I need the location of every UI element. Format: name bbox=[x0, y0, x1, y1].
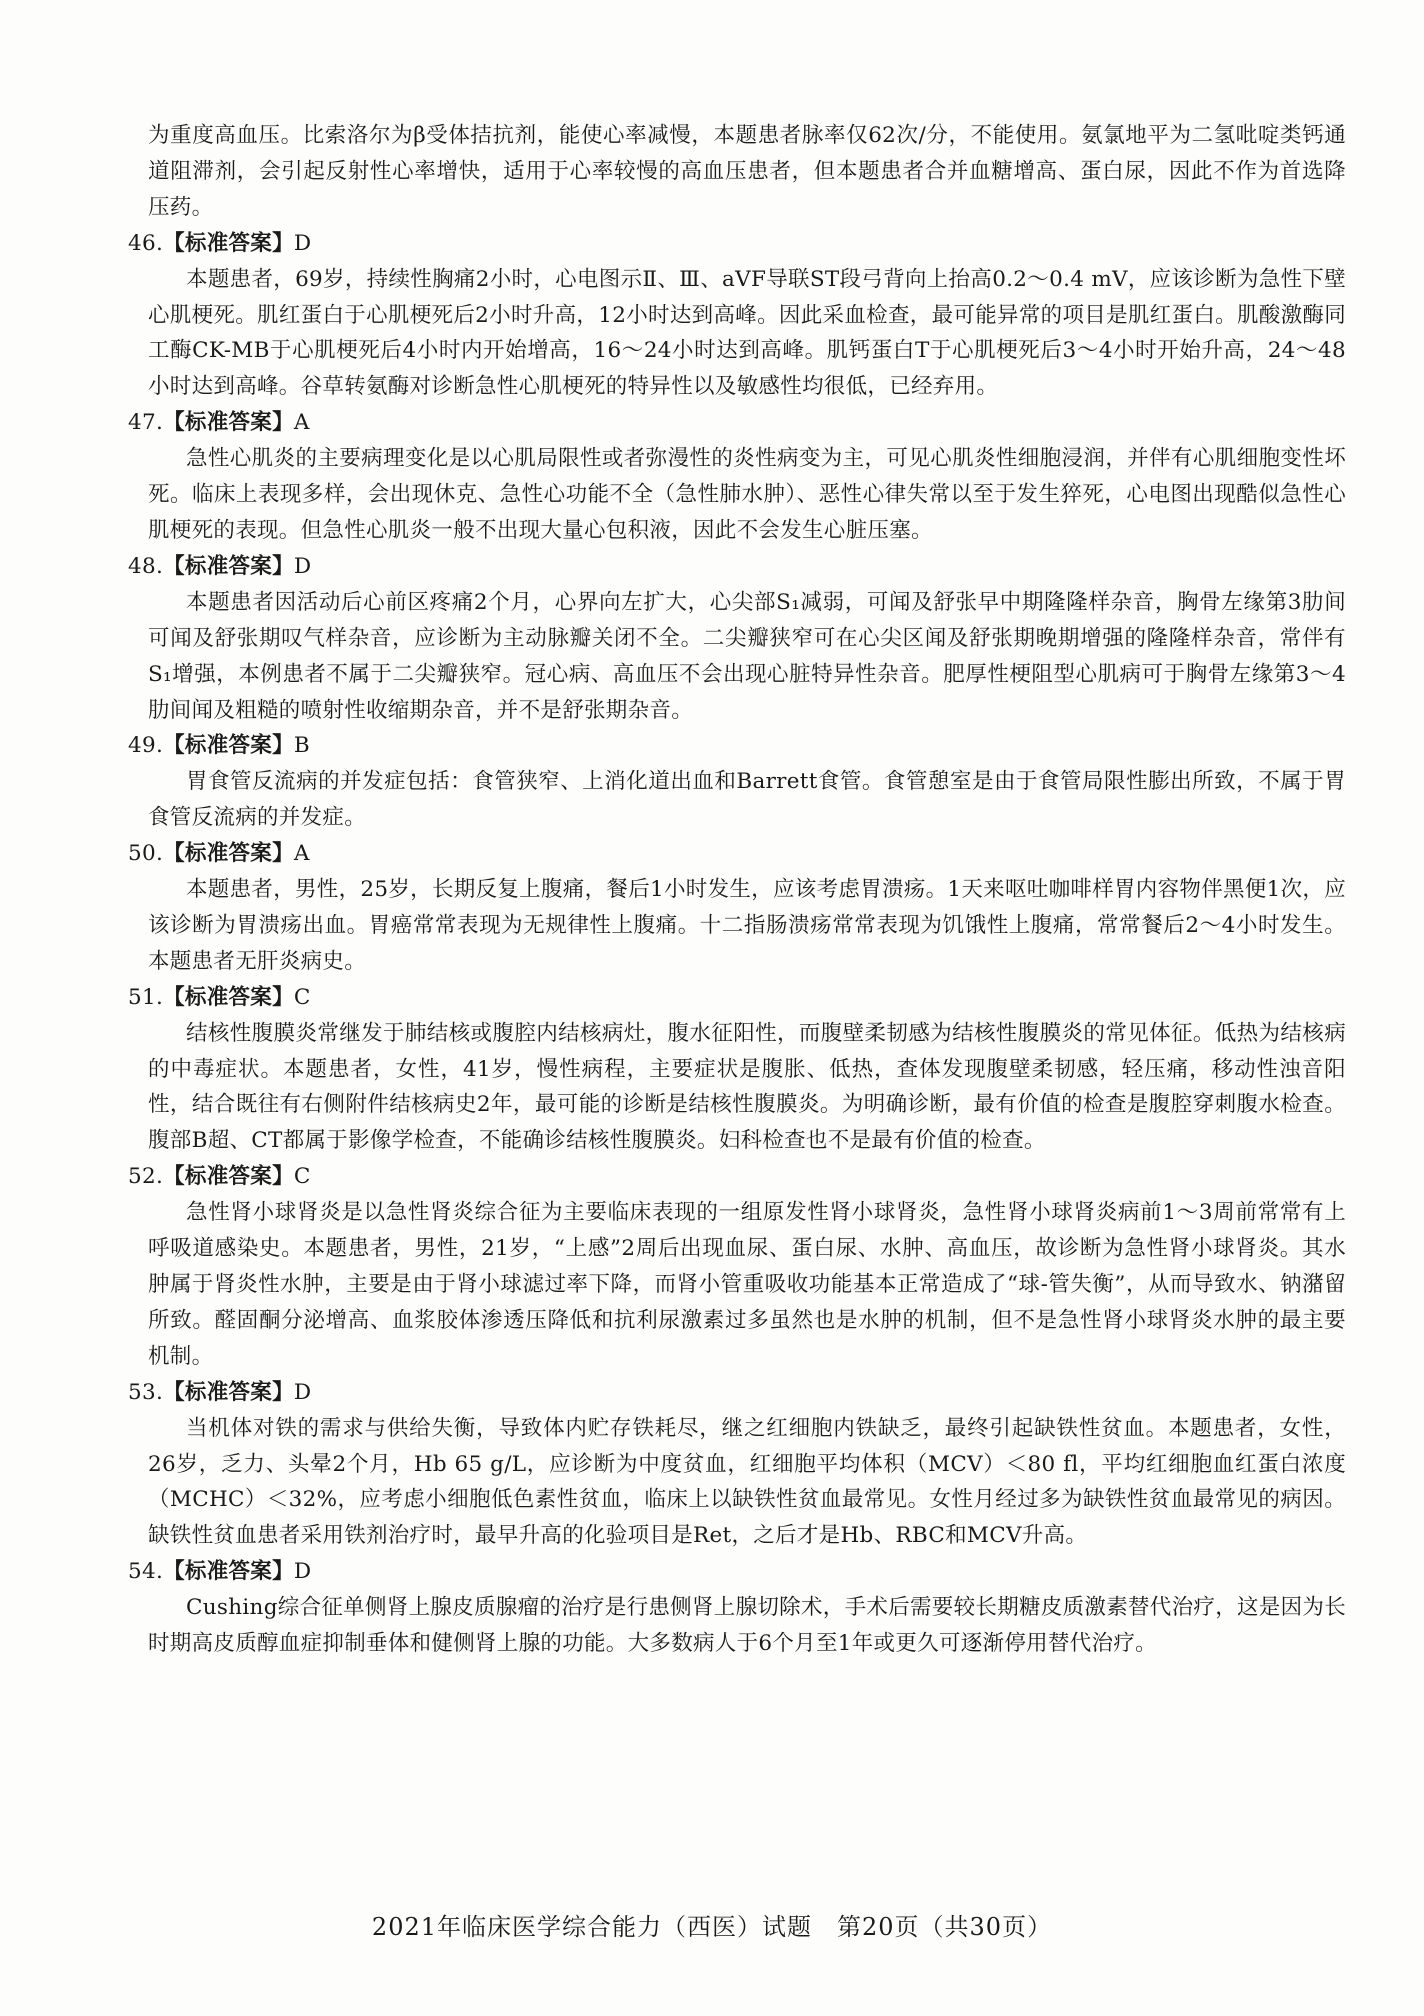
answer-tag: 【标准答案】 bbox=[163, 410, 294, 436]
answer-heading bbox=[128, 980, 1346, 1016]
answer-tag: 【标准答案】 bbox=[163, 553, 294, 579]
question-number: 48. bbox=[128, 553, 164, 579]
answer-letter: C bbox=[293, 1164, 311, 1190]
explanation-paragraph: 结核性腹膜炎常继发于肺结核或腹腔内结核病灶，腹水征阳性，而腹壁柔韧感为结核性腹膜炎的常见体征。低热为结核病的中毒症状。本题患者，女性，41岁，慢性病程，主要症状是腹胀、低热，查体发现腹壁柔韧感，轻压痛，移动性浊音阳性，结合既往有右侧附件结核病史2年，最可能的诊断是结核性腹膜炎。为明确诊断，最有价值的检查是腹腔穿刺腹水检查。腹部B超、CT都属于影像学检查，不能确诊结核性腹膜炎。妇科检查也不是最有价值的检查。 bbox=[148, 1020, 1346, 1154]
explanation-paragraph: 本题患者，69岁，持续性胸痛2小时，心电图示Ⅱ、Ⅲ、aVF导联ST段弓背向上抬高0.2～0.4 mV，应该诊断为急性下壁心肌梗死。肌红蛋白于心肌梗死后2小时升高，12小时达到高峰。因此采血检查，最可能异常的项目是肌红蛋白。肌酸激酶同工酶CK-MB于心肌梗死后4小时内开始增高，16～24小时达到高峰。肌钙蛋白T于心肌梗死后3～4小时开始升高，24～48小时达到高峰。谷草转氨酶对诊断急性心肌梗死的特异性以及敏感性均很低，已经弃用。 bbox=[148, 266, 1346, 400]
question-number: 54. bbox=[128, 1559, 164, 1585]
answer-heading bbox=[128, 1159, 1346, 1195]
intro-paragraph: 为重度高血压。比索洛尔为β受体拮抗剂，能使心率减慢，本题患者脉率仅62次/分，不能使用。氨氯地平为二氢吡啶类钙通道阻滞剂，会引起反射性心率增快，适用于心率较慢的高血压患者，但本题患者合并血糖增高、蛋白尿，因此不作为首选降压药。 bbox=[148, 123, 1346, 220]
explanation-paragraph: Cushing综合征单侧肾上腺皮质腺瘤的治疗是行患侧肾上腺切除术，手术后需要较长期糖皮质激素替代治疗，这是因为长时期高皮质醇血症抑制垂体和健侧肾上腺的功能。大多数病人于6个月至1年或更久可逐渐停用替代治疗。 bbox=[148, 1595, 1346, 1657]
answer-tag: 【标准答案】 bbox=[163, 230, 294, 256]
answer-heading bbox=[128, 1375, 1346, 1411]
answer-heading bbox=[128, 549, 1346, 585]
answer-letter: B bbox=[293, 733, 311, 759]
answer-tag: 【标准答案】 bbox=[163, 1379, 294, 1405]
answer-heading bbox=[128, 1554, 1346, 1590]
explanation-paragraph: 急性肾小球肾炎是以急性肾炎综合征为主要临床表现的一组原发性肾小球肾炎，急性肾小球肾炎病前1～3周前常常有上呼吸道感染史。本题患者，男性，21岁，“上感”2周后出现血尿、蛋白尿、水肿、高血压，故诊断为急性肾小球肾炎。其水肿属于肾炎性水肿，主要是由于肾小球滤过率下降，而肾小管重吸收功能基本正常造成了“球-管失衡”，从而导致水、钠潴留所致。醛固酮分泌增高、血浆胶体渗透压降低和抗利尿激素过多虽然也是水肿的机制，但不是急性肾小球肾炎水肿的最主要机制。 bbox=[148, 1200, 1346, 1369]
question-number: 53. bbox=[128, 1379, 164, 1405]
explanation-paragraph: 急性心肌炎的主要病理变化是以心肌局限性或者弥漫性的炎性病变为主，可见心肌炎性细胞浸润，并伴有心肌细胞变性坏死。临床上表现多样，会出现休克、急性心功能不全（急性肺水肿）、恶性心律失常以至于发生猝死，心电图出现酷似急性心肌梗死的表现。但急性心肌炎一般不出现大量心包积液，因此不会发生心脏压塞。 bbox=[148, 446, 1346, 543]
answer-tag: 【标准答案】 bbox=[163, 841, 294, 867]
question-number: 50. bbox=[128, 841, 164, 867]
answer-letter: D bbox=[293, 230, 312, 256]
page-footer: 2021年临床医学综合能力（西医）试题 第20页（共30页） bbox=[371, 1913, 1053, 1941]
answer-tag: 【标准答案】 bbox=[163, 1164, 294, 1190]
answer-letter: C bbox=[293, 984, 311, 1010]
question-number: 49. bbox=[128, 733, 164, 759]
explanation-paragraph: 胃食管反流病的并发症包括：食管狭窄、上消化道出血和Barrett食管。食管憩室是由于食管局限性膨出所致，不属于胃食管反流病的并发症。 bbox=[148, 769, 1346, 831]
answer-letter: D bbox=[293, 1379, 312, 1405]
answer-list bbox=[128, 226, 1346, 1662]
answer-letter: A bbox=[293, 410, 310, 436]
answer-heading bbox=[128, 405, 1346, 441]
answer-tag: 【标准答案】 bbox=[163, 984, 294, 1010]
explanation-paragraph: 本题患者，男性，25岁，长期反复上腹痛，餐后1小时发生，应该考虑胃溃疡。1天来呕吐咖啡样胃内容物伴黑便1次，应该诊断为胃溃疡出血。胃癌常常表现为无规律性上腹痛。十二指肠溃疡常常表现为饥饿性上腹痛，常常餐后2～4小时发生。本题患者无肝炎病史。 bbox=[148, 877, 1346, 974]
answer-heading bbox=[128, 226, 1346, 262]
answer-explanations bbox=[128, 118, 1346, 1662]
explanation-paragraph: 本题患者因活动后心前区疼痛2个月，心界向左扩大，心尖部S₁减弱，可闻及舒张早中期隆隆样杂音，胸骨左缘第3肋间可闻及舒张期叹气样杂音，应诊断为主动脉瓣关闭不全。二尖瓣狭窄可在心尖区闻及舒张期晚期增强的隆隆样杂音，常伴有S₁增强，本例患者不属于二尖瓣狭窄。冠心病、高血压不会出现心脏特异性杂音。肥厚性梗阻型心肌病可于胸骨左缘第3～4肋间闻及粗糙的喷射性收缩期杂音，并不是舒张期杂音。 bbox=[148, 589, 1346, 723]
answer-letter: D bbox=[293, 1559, 312, 1585]
question-number: 47. bbox=[128, 410, 164, 436]
question-number: 46. bbox=[128, 230, 164, 256]
answer-heading bbox=[128, 836, 1346, 872]
answer-tag: 【标准答案】 bbox=[163, 1559, 294, 1585]
answer-letter: A bbox=[293, 841, 310, 867]
question-number: 52. bbox=[128, 1164, 164, 1190]
answer-heading bbox=[128, 728, 1346, 764]
answer-tag: 【标准答案】 bbox=[163, 733, 294, 759]
answer-letter: D bbox=[293, 553, 312, 579]
explanation-paragraph: 当机体对铁的需求与供给失衡，导致体内贮存铁耗尽，继之红细胞内铁缺乏，最终引起缺铁性贫血。本题患者，女性，26岁，乏力、头晕2个月，Hb 65 g/L，应诊断为中度贫血，红细胞平均体积（MCV）＜80 fl，平均红细胞血红蛋白浓度（MCHC）＜32%，应考虑小细胞低色素性贫血，临床上以缺铁性贫血最常见。女性月经过多为缺铁性贫血最常见的病因。缺铁性贫血患者采用铁剂治疗时，最早升高的化验项目是Ret，之后才是Hb、RBC和MCV升高。 bbox=[148, 1415, 1346, 1549]
question-number: 51. bbox=[128, 984, 164, 1010]
